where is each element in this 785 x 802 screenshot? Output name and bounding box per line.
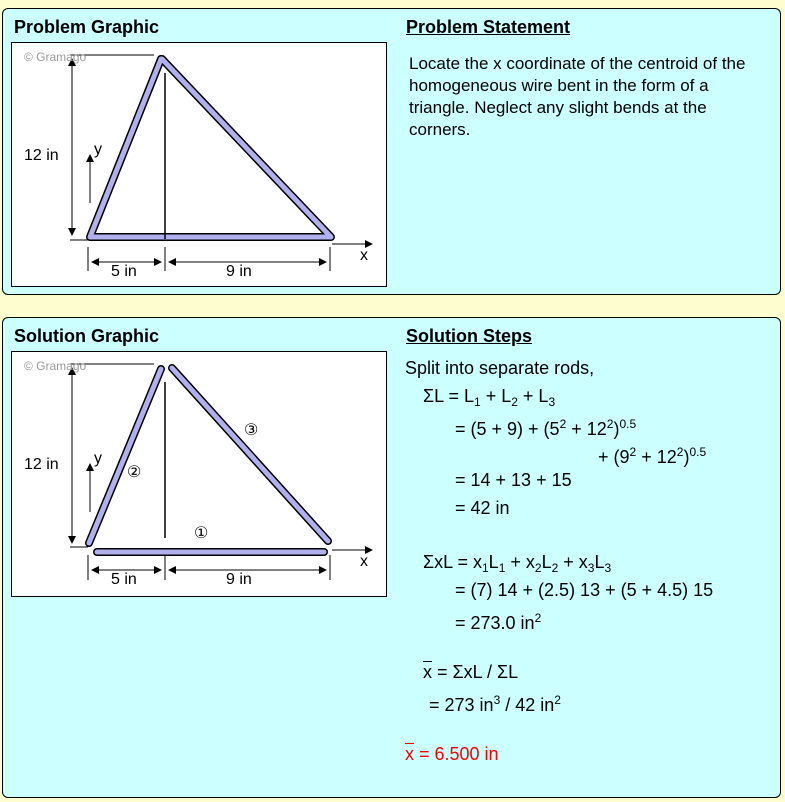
solution-diagram	[12, 352, 388, 598]
sum-xL-line1	[423, 550, 611, 580]
xbar-line2: = 273 $in^3 / 42$ $in^2$	[429, 693, 561, 715]
height-label: 12 in	[24, 147, 59, 164]
solution-panel	[2, 317, 781, 798]
sum-xL-line2: = (7) 14 + (2.5) 13 + (5 + 4.5) 15	[455, 580, 714, 600]
sum-xL-result: = 273.0 $in^2$	[455, 611, 542, 633]
y-axis-label: y	[94, 141, 102, 158]
triangle-wire	[90, 59, 331, 237]
sum-L-line4: = 14 + 13 + 15	[455, 470, 572, 490]
dim-left-label: 5 in	[111, 263, 137, 280]
x-axis-label: x	[360, 553, 368, 570]
answer-value: = 6.500 in	[414, 744, 499, 764]
sum-L-line3: + $(9^2 + 12^2)^{0.5}$	[598, 445, 707, 467]
solution-graphic	[11, 351, 387, 597]
rod-3-label: ③	[244, 422, 259, 439]
answer	[405, 742, 499, 766]
problem-statement-text: Locate the x coordinate of the centroid of the homogeneous wire bent in the form of a triangle. Neglect any slight bends at the corners.	[409, 54, 746, 139]
solution-steps-title: Solution Steps	[406, 326, 532, 346]
sum-L-lhs: ΣL =	[423, 386, 464, 406]
xbar-formula: $\overline{x} = \Sigma xL / \Sigma L$	[423, 662, 519, 682]
watermark: © Gramago	[24, 50, 87, 64]
watermark: © Gramago	[24, 359, 87, 373]
y-axis-label: y	[94, 450, 102, 467]
answer-xbar: $\overline{x}$	[405, 744, 414, 764]
x-axis-label: x	[360, 247, 368, 264]
problem-panel	[2, 8, 781, 295]
step-intro: Split into separate rods,	[405, 358, 595, 378]
rod-2-label: ②	[127, 464, 142, 481]
problem-statement-title: Problem Statement	[406, 17, 571, 37]
solution-graphic-title: Solution Graphic	[14, 326, 160, 346]
problem-diagram	[12, 43, 388, 288]
rod-1-label: ①	[194, 525, 209, 542]
sum-xL-lhs: ΣxL =	[423, 552, 473, 572]
sum-L-terms: $L_1 + L_2 + L_3$	[463, 386, 556, 409]
height-label: 12 in	[24, 456, 59, 473]
dim-left-label: 5 in	[111, 571, 137, 588]
sum-L-line1	[423, 384, 555, 414]
sum-L-result: = 42 in	[455, 498, 510, 518]
dim-right-label: 9 in	[226, 571, 252, 588]
sum-xL-terms: $x_1L_1 + x_2L_2 + x_3L_3$	[472, 552, 612, 575]
dim-right-label: 9 in	[226, 263, 252, 280]
problem-graphic	[11, 42, 387, 287]
problem-graphic-title: Problem Graphic	[14, 17, 160, 37]
sum-L-line2: = $(5 + 9) + (5^2 + 12^2)^{0.5}$	[455, 417, 637, 439]
xbar-symbol: $\overline{x}$	[423, 662, 432, 682]
